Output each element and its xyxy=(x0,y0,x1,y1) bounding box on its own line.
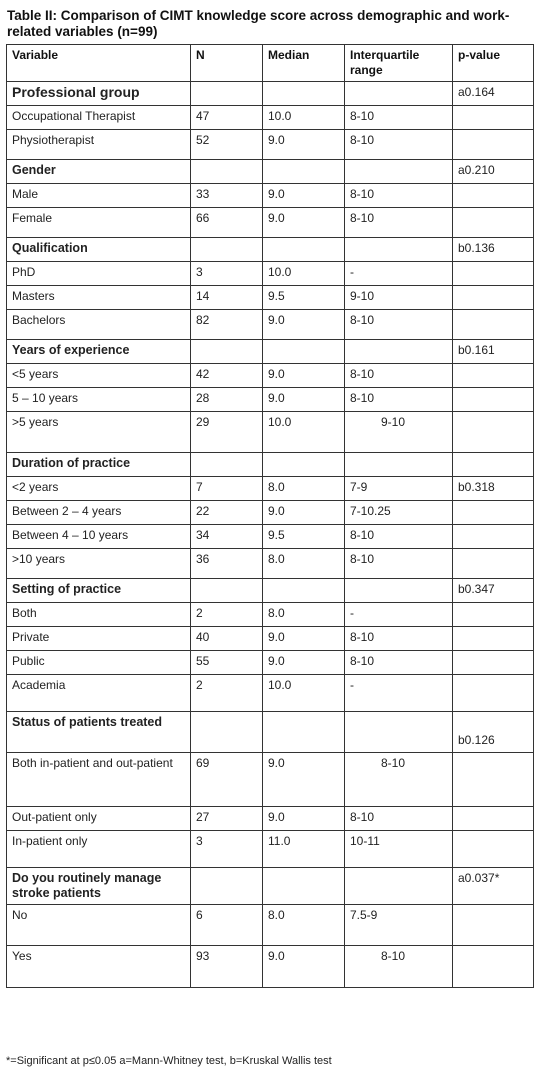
iqr-cell: 7.5-9 xyxy=(345,905,453,946)
n-cell: 93 xyxy=(191,946,263,988)
knowledge-score-table xyxy=(6,44,534,988)
median-cell: 8.0 xyxy=(263,549,345,579)
iqr-cell: 8-10 xyxy=(345,525,453,549)
group-label: Gender xyxy=(7,160,191,184)
iqr-cell: 9-10 xyxy=(345,286,453,310)
table-title: Table II: Comparison of CIMT knowledge score across demographic and work-related variables (n=99) xyxy=(7,8,510,39)
iqr-cell: 10-11 xyxy=(345,831,453,868)
iqr-cell: 7-9 xyxy=(345,477,453,501)
median-cell: 10.0 xyxy=(263,106,345,130)
n-cell: 6 xyxy=(191,905,263,946)
p-value: b0.126 xyxy=(453,712,534,753)
row-label: Female xyxy=(7,208,191,238)
median-cell: 8.0 xyxy=(263,603,345,627)
median-cell: 8.0 xyxy=(263,477,345,501)
median-cell: 9.0 xyxy=(263,208,345,238)
row-label: >10 years xyxy=(7,549,191,579)
iqr-cell: 8-10 xyxy=(345,388,453,412)
group-label: Years of experience xyxy=(7,340,191,364)
p-value: a0.210 xyxy=(453,160,534,184)
table-footnote: *=Significant at p≤0.05 a=Mann-Whitney test, b=Kruskal Wallis test xyxy=(6,1055,332,1067)
row-label: Bachelors xyxy=(7,310,191,340)
group-row xyxy=(7,453,534,477)
iqr-cell: 8-10 xyxy=(345,106,453,130)
group-row xyxy=(7,238,534,262)
n-cell: 55 xyxy=(191,651,263,675)
median-cell: 9.0 xyxy=(263,946,345,988)
group-label: Setting of practice xyxy=(7,579,191,603)
table-row xyxy=(7,525,534,549)
table-row xyxy=(7,130,534,160)
p-value: a0.037* xyxy=(453,868,534,905)
group-label: Do you routinely manage stroke patients xyxy=(7,868,191,905)
header-variable: Variable xyxy=(7,45,191,82)
header-row xyxy=(7,45,534,82)
row-label: >5 years xyxy=(7,412,191,453)
group-row xyxy=(7,868,534,905)
median-cell: 9.5 xyxy=(263,286,345,310)
median-cell: 9.5 xyxy=(263,525,345,549)
n-cell: 14 xyxy=(191,286,263,310)
n-cell: 82 xyxy=(191,310,263,340)
table-row xyxy=(7,412,534,453)
n-cell: 52 xyxy=(191,130,263,160)
iqr-cell: 8-10 xyxy=(345,651,453,675)
header-n: N xyxy=(191,45,263,82)
row-label: 5 – 10 years xyxy=(7,388,191,412)
table-row xyxy=(7,184,534,208)
table-row xyxy=(7,627,534,651)
median-cell: 10.0 xyxy=(263,262,345,286)
group-label: Duration of practice xyxy=(7,453,191,477)
iqr-cell: 8-10 xyxy=(345,364,453,388)
iqr-cell: 7-10.25 xyxy=(345,501,453,525)
group-row xyxy=(7,712,534,753)
n-cell: 7 xyxy=(191,477,263,501)
group-label: Professional group xyxy=(7,82,191,106)
median-cell: 9.0 xyxy=(263,651,345,675)
iqr-cell: - xyxy=(345,262,453,286)
group-row xyxy=(7,160,534,184)
table-row xyxy=(7,477,534,501)
row-label: <2 years xyxy=(7,477,191,501)
median-cell: 9.0 xyxy=(263,184,345,208)
n-cell: 29 xyxy=(191,412,263,453)
row-label: Private xyxy=(7,627,191,651)
table-row xyxy=(7,946,534,988)
row-label: Academia xyxy=(7,675,191,712)
iqr-cell: 9-10 xyxy=(345,412,453,453)
row-label: Between 4 – 10 years xyxy=(7,525,191,549)
table-row xyxy=(7,262,534,286)
n-cell: 33 xyxy=(191,184,263,208)
n-cell: 27 xyxy=(191,807,263,831)
table-row xyxy=(7,388,534,412)
iqr-cell: 8-10 xyxy=(345,946,453,988)
n-cell: 42 xyxy=(191,364,263,388)
row-label: Between 2 – 4 years xyxy=(7,501,191,525)
group-row xyxy=(7,579,534,603)
n-cell: 66 xyxy=(191,208,263,238)
median-cell: 9.0 xyxy=(263,310,345,340)
row-label: Male xyxy=(7,184,191,208)
median-cell: 8.0 xyxy=(263,905,345,946)
n-cell: 22 xyxy=(191,501,263,525)
table-row xyxy=(7,753,534,807)
iqr-cell: 8-10 xyxy=(345,807,453,831)
table-row xyxy=(7,905,534,946)
table-row xyxy=(7,675,534,712)
p-value: b0.318 xyxy=(453,477,534,501)
p-value: b0.347 xyxy=(453,579,534,603)
table-row xyxy=(7,364,534,388)
n-cell: 3 xyxy=(191,831,263,868)
n-cell: 36 xyxy=(191,549,263,579)
header-iqr: Interquartile range xyxy=(345,45,453,82)
row-label: Occupational Therapist xyxy=(7,106,191,130)
median-cell: 9.0 xyxy=(263,388,345,412)
n-cell: 3 xyxy=(191,262,263,286)
row-label: Masters xyxy=(7,286,191,310)
row-label: PhD xyxy=(7,262,191,286)
table-row xyxy=(7,208,534,238)
n-cell: 28 xyxy=(191,388,263,412)
row-label: Both xyxy=(7,603,191,627)
median-cell: 9.0 xyxy=(263,753,345,807)
p-value: b0.161 xyxy=(453,340,534,364)
table-row xyxy=(7,549,534,579)
row-label: Out-patient only xyxy=(7,807,191,831)
row-label: Public xyxy=(7,651,191,675)
n-cell: 2 xyxy=(191,675,263,712)
median-cell: 9.0 xyxy=(263,627,345,651)
p-value: b0.136 xyxy=(453,238,534,262)
p-value: a0.164 xyxy=(453,82,534,106)
median-cell: 9.0 xyxy=(263,501,345,525)
median-cell: 9.0 xyxy=(263,364,345,388)
group-row xyxy=(7,82,534,106)
median-cell: 10.0 xyxy=(263,675,345,712)
table-row xyxy=(7,807,534,831)
row-label: In-patient only xyxy=(7,831,191,868)
header-median: Median xyxy=(263,45,345,82)
table-row xyxy=(7,286,534,310)
median-cell: 9.0 xyxy=(263,130,345,160)
iqr-cell: 8-10 xyxy=(345,753,453,807)
iqr-cell: 8-10 xyxy=(345,627,453,651)
row-label: <5 years xyxy=(7,364,191,388)
n-cell: 34 xyxy=(191,525,263,549)
iqr-cell: 8-10 xyxy=(345,130,453,160)
row-label: Both in-patient and out-patient xyxy=(7,753,191,807)
iqr-cell: 8-10 xyxy=(345,208,453,238)
row-label: Yes xyxy=(7,946,191,988)
group-label: Qualification xyxy=(7,238,191,262)
median-cell: 11.0 xyxy=(263,831,345,868)
table-row xyxy=(7,651,534,675)
table-row xyxy=(7,106,534,130)
table-row xyxy=(7,831,534,868)
header-p-value: p-value xyxy=(453,45,534,82)
row-label: No xyxy=(7,905,191,946)
group-label: Status of patients treated xyxy=(7,712,191,753)
row-label: Physiotherapist xyxy=(7,130,191,160)
table-row xyxy=(7,603,534,627)
iqr-cell: 8-10 xyxy=(345,549,453,579)
table-row xyxy=(7,310,534,340)
n-cell: 69 xyxy=(191,753,263,807)
iqr-cell: - xyxy=(345,603,453,627)
n-cell: 47 xyxy=(191,106,263,130)
iqr-cell: - xyxy=(345,675,453,712)
median-cell: 10.0 xyxy=(263,412,345,453)
iqr-cell: 8-10 xyxy=(345,310,453,340)
n-cell: 2 xyxy=(191,603,263,627)
table-row xyxy=(7,501,534,525)
group-row xyxy=(7,340,534,364)
iqr-cell: 8-10 xyxy=(345,184,453,208)
median-cell: 9.0 xyxy=(263,807,345,831)
n-cell: 40 xyxy=(191,627,263,651)
